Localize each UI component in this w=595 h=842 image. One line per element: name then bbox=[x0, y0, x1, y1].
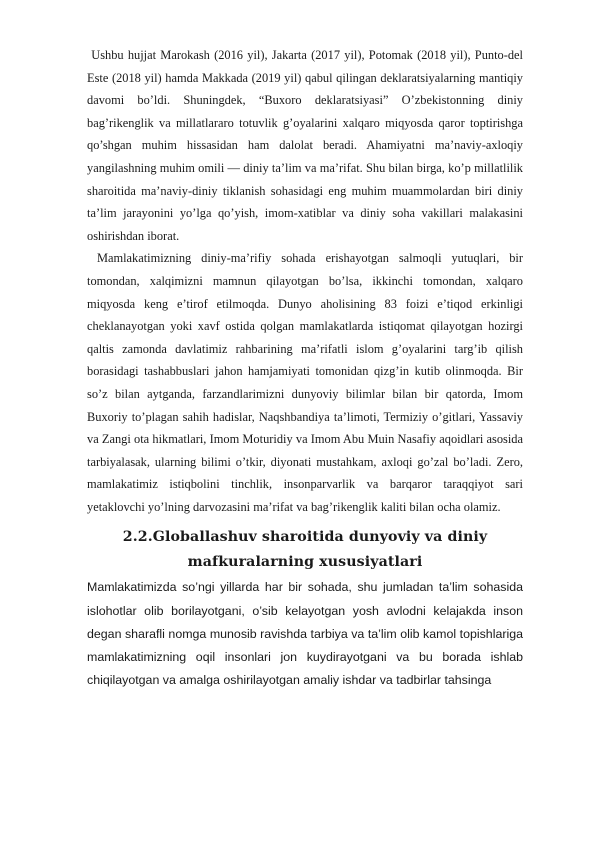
document-body bbox=[87, 44, 527, 692]
paragraph-religious-education-achievements: Mamlakatimizning diniy-ma’rifiy sohada erishayotgan salmoqli yutuqlari, bir tomondan, xalqimizni mamnun qilayotgan bo’lsa, ikkinchi tomondan, xalqaro miqyosda keng e’tirof etilmoqda. Dunyo aholisining 83 foizi e’tiqod erkinligi cheklanayotgan yoki xavf ostida qolgan mamlakatlarda istiqomat qilayotgan hozirgi qaltis zamonda davlatimiz rahbarining ma’rifatli islom g’oyalarini targ’ib qilish borasidagi tashabbuslari jahon hamjamiyati tomonidan qizg’in kutib olinmoqda. Bir so’z bilan aytganda, farzandlarimizni dunyoviy bilimlar bilan bir qatorda, Imom Buxoriy to’plagan sahih hadislar, Naqshbandiya ta’limoti, Termiziy o’gitlari, Yassaviy va Zangi ota hikmatlari, Imom Moturidiy va Imom Abu Muin Nasafiy aqoidlari asosida tarbiyalasak, ularning bilimi o’tkir, diyonati mustahkam, axloqi go’zal bo’ladi. Zero, mamlakatimiz istiqbolini tinchlik, insonparvarlik va barqaror taraqqiyot sari yetaklovchi yo’lning darvozasini ma’rifat va bag’rikenglik kaliti bilan ocha olamiz. bbox=[87, 251, 527, 514]
paragraph-bukhara-declaration: Ushbu hujjat Marokash (2016 yil), Jakarta (2017 yil), Potomak (2018 yil), Punto-del Este (2018 yil) hamda Makkada (2019 yil) qabul qilingan deklaratsiyalarning mantiqiy davomi bo’ldi. Shuningdek, “Buxoro deklaratsiyasi” O’zbekistonning diniy bag’rikenglik va millatlararo totuvlik g’oyalarini xalqaro miqyosda qaror toptirishga qo’shgan muhim hissasidan ham dalolat beradi. Ahamiyatni ma’naviy-axloqiy yangilashning muhim omili — diniy ta’lim va ma’rifat. Shu bilan birga, ko’p millatlilik sharoitida ma’naviy-diniy tiklanish sohasidagi eng muhim muammolardan biri diniy ta’lim jarayonini yo’lga qo’yish, imom-xatiblar va diniy soha vakillari malakasini oshirishdan iborat. bbox=[87, 48, 527, 243]
paragraph-education-reforms: Mamlakatimizda so’ngi yillarda har bir sohada, shu jumladan ta’lim sohasida islohotlar olib borilayotgani, o’sib kelayotgan yosh avlodni kelajakda inson degan sharafli nomga munosib ravishda tarbiya va ta’lim olib kamol topishlariga mamlakatimizning oqil insonlari jon kuydirayotgani va bu borada ishlab chiqilayotgan va amalga oshirilayotgan amaliy ishdar va tadbirlar tahsinga bbox=[87, 580, 527, 687]
section-heading: 2.2.Globallashuv sharoitida dunyoviy va diniy mafkuralarning xususiyatlari bbox=[122, 529, 488, 570]
